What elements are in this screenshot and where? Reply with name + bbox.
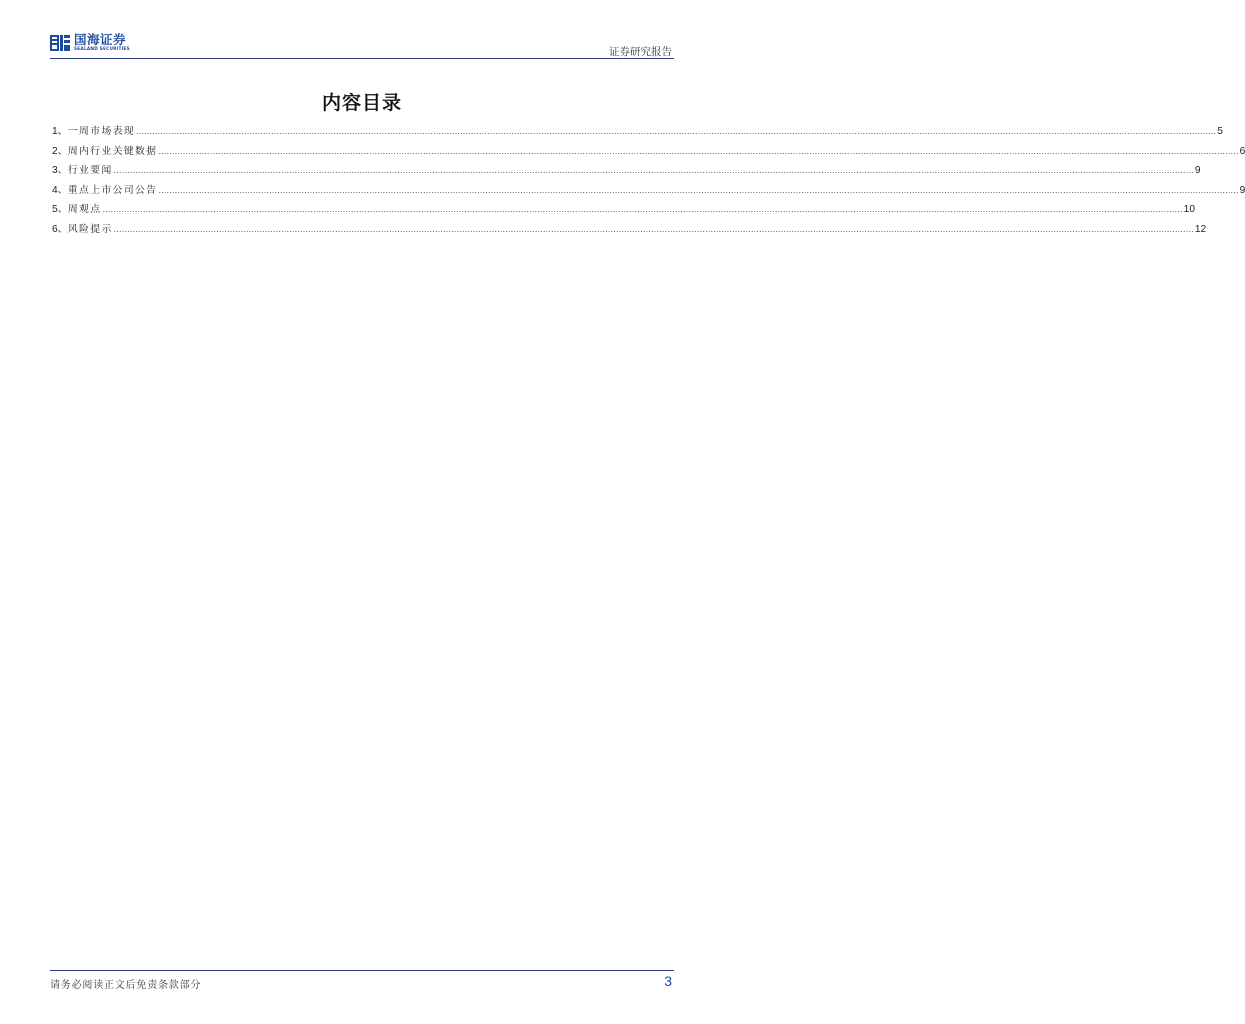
footer-divider	[50, 970, 674, 971]
toc-entry-page: 9	[1194, 165, 1201, 176]
toc-dot-leader: ................................................................................................................................................................................................................................................................................................................................................................................................................	[113, 223, 1194, 234]
toc-entry-1[interactable]	[52, 122, 1223, 142]
toc-entry-label: 重点上市公司公告	[67, 184, 158, 196]
toc-entry-6[interactable]	[52, 220, 1207, 240]
page-header	[50, 30, 674, 60]
toc-entry-number: 5、	[52, 204, 68, 215]
logo-english-name: SEALAND SECURITIES	[74, 46, 130, 52]
sealand-logo-icon	[50, 33, 70, 53]
toc-entry-label: 风险提示	[67, 223, 113, 235]
toc-entry-page: 5	[1217, 126, 1223, 137]
toc-dot-leader: ................................................................................................................................................................................................................................................................................................................................................................................................................	[113, 165, 1194, 175]
toc-entry-label: 行业要闻	[67, 165, 113, 176]
toc-entry-2[interactable]	[52, 142, 1245, 162]
toc-entry-page: 9	[1239, 184, 1245, 196]
toc-entry-4[interactable]	[52, 181, 1245, 201]
toc-entry-label: 一周市场表现	[67, 126, 136, 137]
toc-entry-number: 2、	[52, 145, 68, 157]
toc-dot-leader: ................................................................................................................................................................................................................................................................................................................................................................................................................	[102, 204, 1183, 214]
page-number: 3	[664, 973, 672, 989]
company-logo	[50, 32, 130, 54]
toc-entry-3[interactable]	[52, 161, 1201, 181]
toc-entry-number: 4、	[52, 184, 68, 196]
toc-dot-leader: ................................................................................................................................................................................................................................................................................................................................................................................................................	[136, 126, 1217, 136]
toc-entry-page: 10	[1183, 204, 1195, 215]
toc-entry-label: 周观点	[67, 204, 102, 215]
toc-title: 内容目录	[321, 92, 402, 114]
toc-entry-number: 6、	[52, 223, 68, 235]
toc-entry-label: 周内行业关键数据	[67, 145, 158, 157]
toc-dot-leader: ................................................................................................................................................................................................................................................................................................................................................................................................................	[158, 184, 1239, 195]
toc-entry-page: 12	[1194, 223, 1207, 235]
toc-entry-number: 3、	[52, 165, 68, 176]
table-of-contents	[52, 122, 1245, 239]
header-divider	[50, 58, 674, 59]
toc-entry-page: 6	[1239, 145, 1245, 157]
toc-entry-number: 1、	[52, 126, 68, 137]
footer-disclaimer: 请务必阅读正文后免责条款部分	[50, 980, 202, 991]
report-type-label: 证券研究报告	[609, 46, 672, 58]
toc-dot-leader: ................................................................................................................................................................................................................................................................................................................................................................................................................	[158, 145, 1239, 156]
toc-entry-5[interactable]	[52, 200, 1195, 220]
logo-chinese-name: 国海证券	[74, 32, 127, 48]
